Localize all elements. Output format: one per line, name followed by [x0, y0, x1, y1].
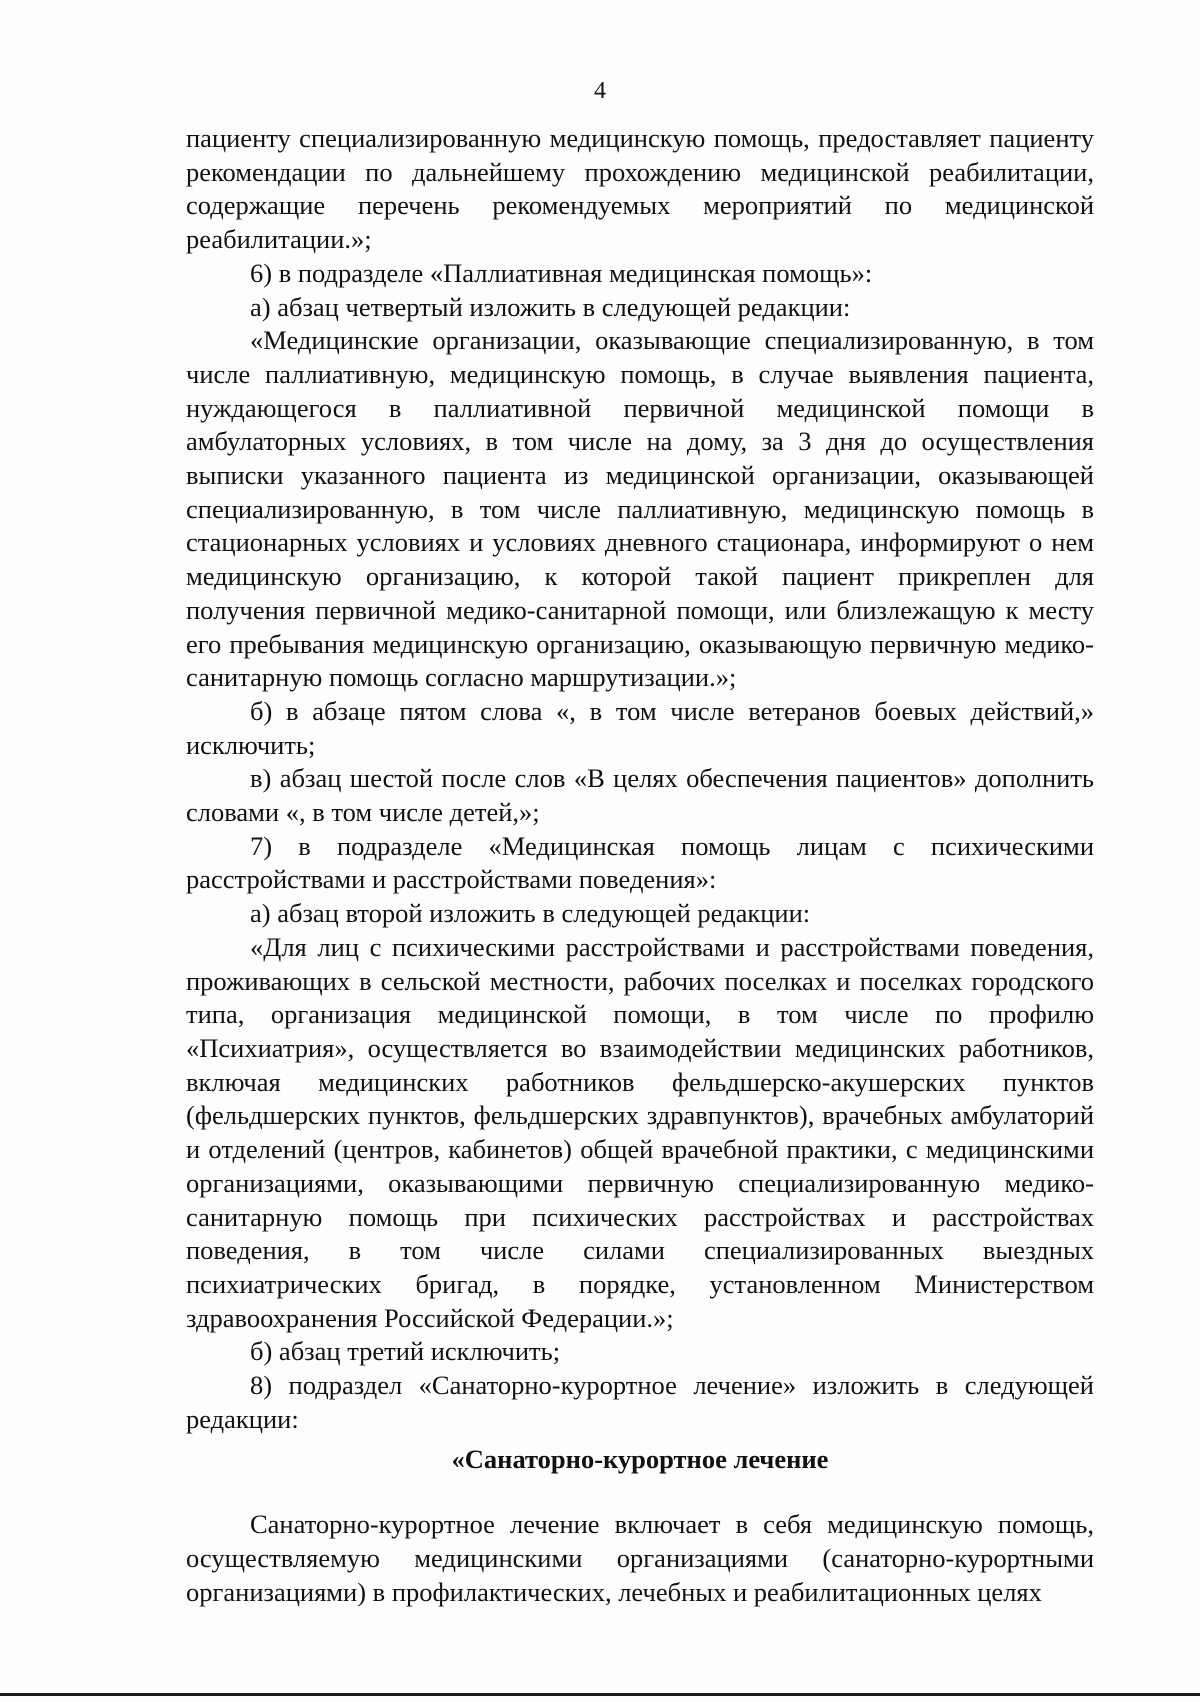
paragraph-closing: Санаторно-курортное лечение включает в себя медицинскую помощь, осуществляемую медицинскими организациями (санаторно-курортными организациями) в профилактических, лечебных и реабилитационных целях — [186, 1509, 1094, 1607]
paragraph-item-8: 8) подраздел «Санаторно-курортное лечение» изложить в следующей редакции: — [186, 1370, 1094, 1434]
scan-edge-line — [0, 1693, 1200, 1696]
paragraph-item-7: 7) в подразделе «Медицинская помощь лицам с психическими расстройствами и расстройствами поведения»: — [186, 830, 1094, 895]
paragraph-item-7a: а) абзац второй изложить в следующей редакции: — [250, 898, 811, 929]
document-body — [186, 122, 1094, 1609]
paragraph-item-6: 6) в подразделе «Паллиативная медицинская помощь»: — [250, 257, 873, 288]
paragraph-continuation: пациенту специализированную медицинскую помощь, предоставляет пациенту рекомендации по дальнейшему прохождению медицинской реабилитации, содержащие перечень рекомендуемых мероприятий по медицинской реабилитации.»; — [186, 123, 1094, 255]
paragraph-item-6b: б) в абзаце пятом слова «, в том числе ветеранов боевых действий,» исключить; — [186, 695, 1094, 760]
section-heading: «Санаторно-курортное лечение — [451, 1444, 829, 1475]
paragraph-item-6v: в) абзац шестой после слов «В целях обеспечения пациентов» дополнить словами «, в том числе детей,»; — [186, 763, 1094, 828]
paragraph-quote-palliative: «Медицинские организации, оказывающие специализированную, в том числе паллиативную, медицинскую помощь, в случае выявления пациента, нуждающегося в паллиативной первичной медицинской помощи в амбулаторных условиях, в том числе на дому, за 3 дня до осуществления выписки указанного пациента из медицинской организации, оказывающей специализированную, в том числе паллиативную, медицинскую помощь в стационарных условиях и условиях дневного стационара, информируют о нем медицинскую организацию, к которой такой пациент прикреплен для получения первичной медико-санитарной помощи, или близлежащую к месту его пребывания медицинскую организацию, оказывающую первичную медико-санитарную помощь согласно маршрутизации.»; — [186, 325, 1094, 693]
paragraph-quote-psychiatric: «Для лиц с психическими расстройствами и расстройствами поведения, проживающих в сельской местности, рабочих поселках и поселках городского типа, организация медицинской помощи, в том числе по профилю «Психиатрия», осуществляется во взаимодействии медицинских работников, включая медицинских работников фельдшерско-акушерских пунктов (фельдшерских пунктов, фельдшерских здравпунктов), врачебных амбулаторий и отделений (центров, кабинетов) общей врачебной практики, с медицинскими организациями, оказывающими первичную специализированную медико-санитарную помощь при психических расстройствах и расстройствах поведения, в том числе силами специализированных выездных психиатрических бригад, в порядке, установленном Министерством здравоохранения Российской Федерации.»; — [186, 931, 1094, 1333]
paragraph-item-6a: а) абзац четвертый изложить в следующей редакции: — [250, 291, 851, 322]
paragraph-item-7b: б) абзац третий исключить; — [250, 1336, 561, 1367]
page-number: 4 — [594, 78, 606, 104]
